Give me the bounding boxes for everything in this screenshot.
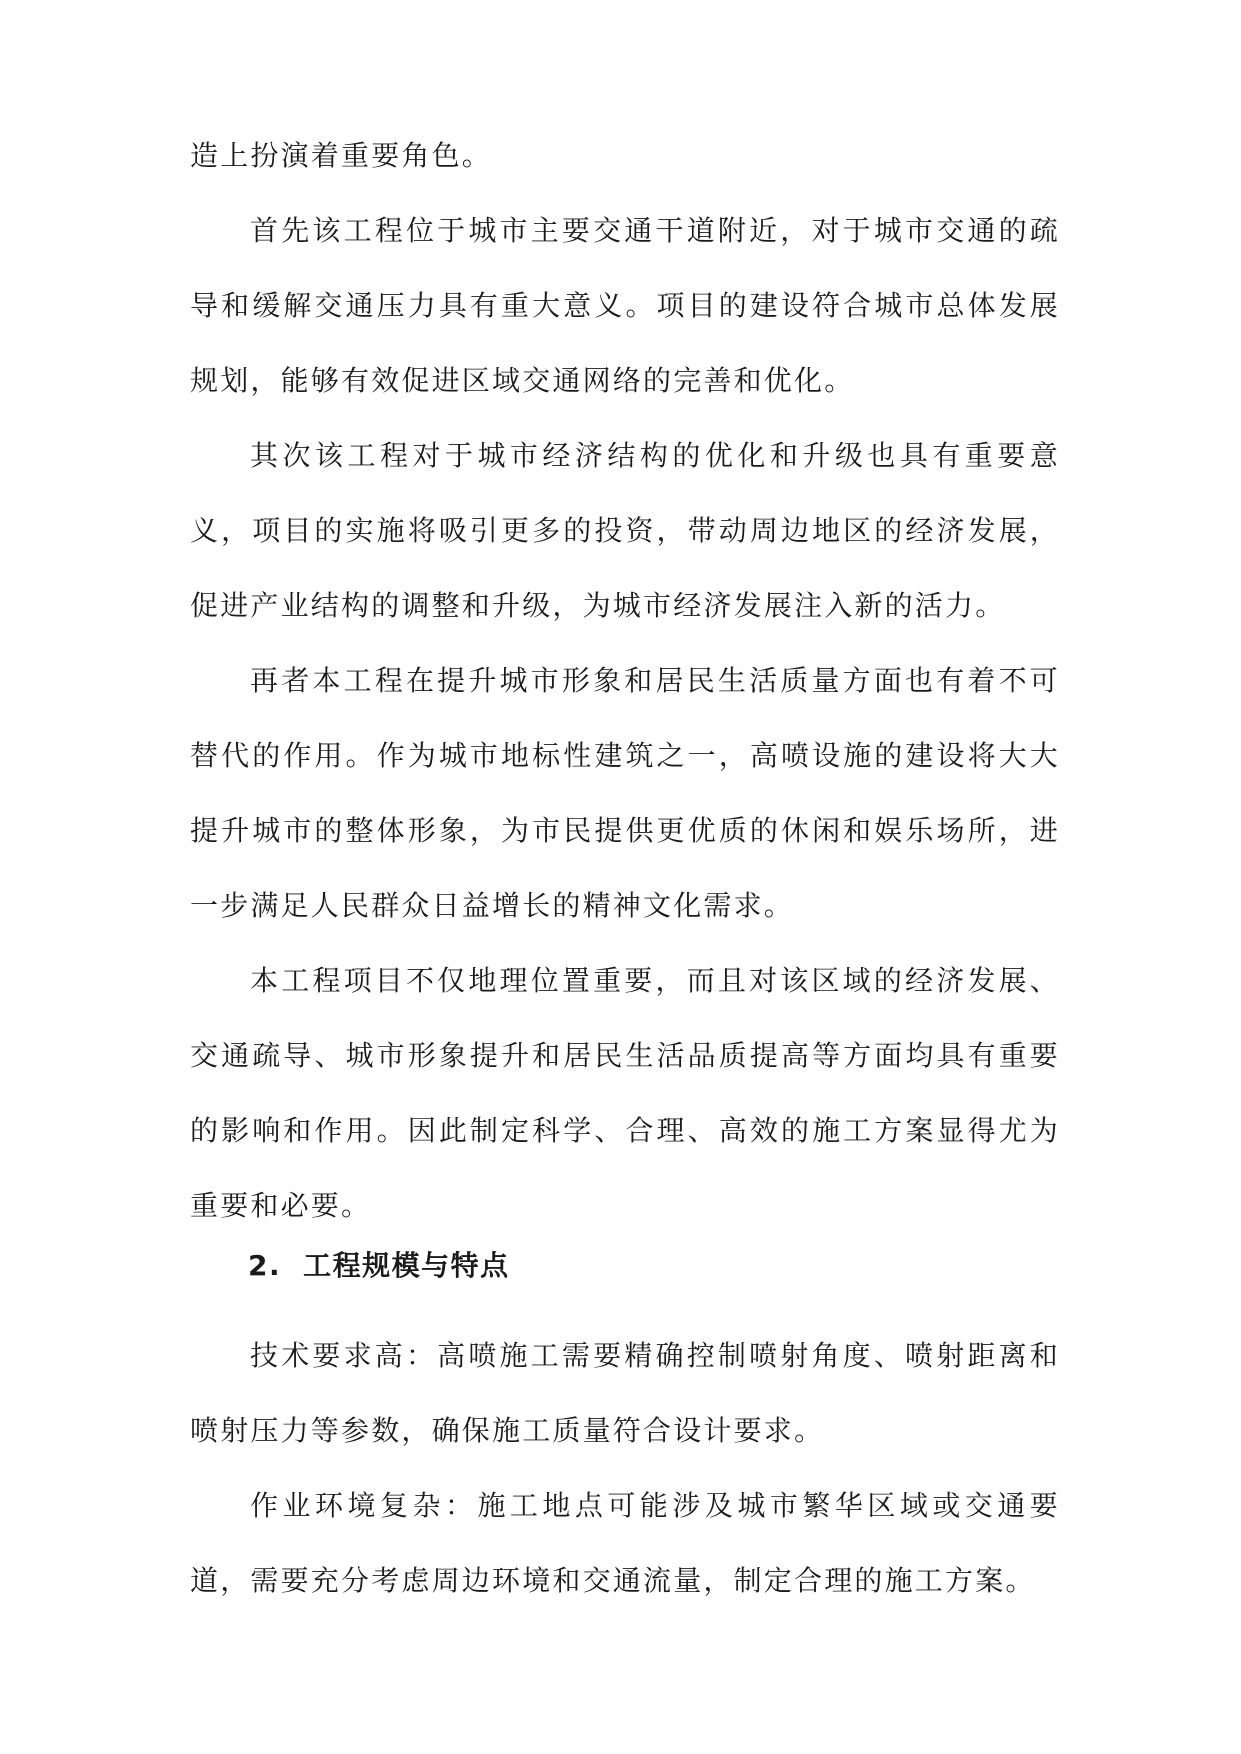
section-title: 工程规模与特点 (303, 1249, 510, 1282)
section-heading (248, 1244, 510, 1284)
paragraph-economy: 其次该工程对于城市经济结构的优化和升级也具有重要意义，项目的实施将吸引更多的投资，带动周边地区的经济发展，促进产业结构的调整和升级，为城市经济发展注入新的活力。 (190, 439, 1060, 622)
body-text-bottom (190, 1318, 1060, 1618)
section-number: 2. (248, 1249, 282, 1282)
paragraph-continuation: 造上扮演着重要角色。 (190, 139, 493, 172)
paragraph-traffic: 首先该工程位于城市主要交通干道附近，对于城市交通的疏导和缓解交通压力具有重大意义。项目的建设符合城市总体发展规划，能够有效促进区域交通网络的完善和优化。 (190, 214, 1060, 397)
paragraph-tech-requirements: 技术要求高：高喷施工需要精确控制喷射角度、喷射距离和喷射压力等参数，确保施工质量符合设计要求。 (190, 1339, 1060, 1447)
paragraph-city-image: 再者本工程在提升城市形象和居民生活质量方面也有着不可替代的作用。作为城市地标性建筑之一，高喷设施的建设将大大提升城市的整体形象，为市民提供更优质的休闲和娱乐场所，进一步满足人民群众日益增长的精神文化需求。 (190, 664, 1060, 922)
paragraph-work-environment: 作业环境复杂：施工地点可能涉及城市繁华区域或交通要道，需要充分考虑周边环境和交通流量，制定合理的施工方案。 (190, 1489, 1060, 1597)
body-text-top (190, 118, 1060, 1243)
paragraph-summary: 本工程项目不仅地理位置重要，而且对该区域的经济发展、交通疏导、城市形象提升和居民生活品质提高等方面均具有重要的影响和作用。因此制定科学、合理、高效的施工方案显得尤为重要和必要。 (190, 964, 1060, 1222)
